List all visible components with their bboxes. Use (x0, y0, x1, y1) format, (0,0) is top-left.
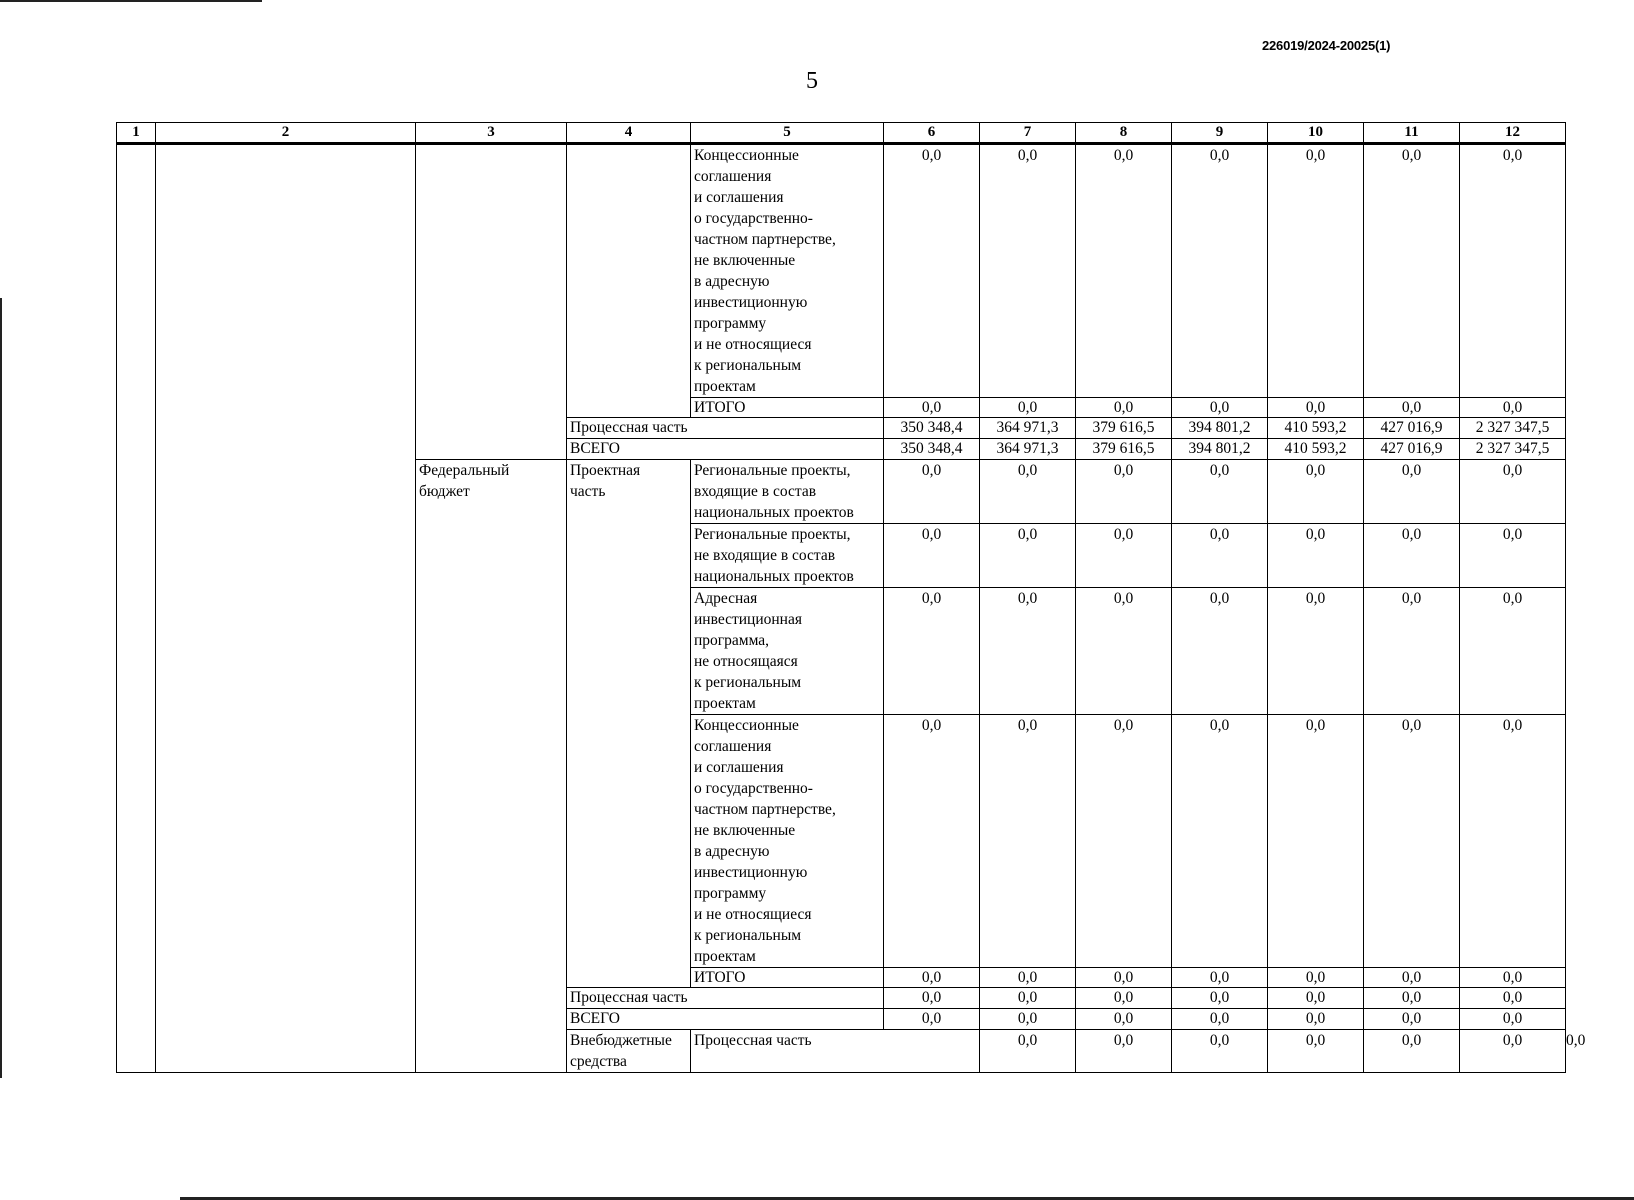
value-cell: 0,0 (884, 398, 980, 418)
value-cell: 0,0 (980, 1009, 1076, 1030)
itogo-label: ИТОГО (691, 968, 884, 988)
value-cell: 0,0 (1172, 588, 1268, 715)
value-cell: 0,0 (1364, 524, 1460, 588)
value-cell: 0,0 (1460, 460, 1566, 524)
value-cell: 427 016,9 (1364, 418, 1460, 439)
value-cell: 0,0 (980, 144, 1076, 398)
value-cell: 0,0 (884, 1009, 980, 1030)
column-header: 12 (1460, 123, 1566, 144)
value-cell: 379 616,5 (1076, 418, 1172, 439)
value-cell: 0,0 (1076, 588, 1172, 715)
value-cell: 0,0 (1172, 1030, 1268, 1073)
value-cell: 0,0 (1460, 588, 1566, 715)
value-cell: 0,0 (1364, 1009, 1460, 1030)
value-cell: 410 593,2 (1268, 439, 1364, 460)
value-cell: 0,0 (1172, 988, 1268, 1009)
scan-edge-left (0, 298, 2, 1078)
funding-source-federal: Федеральный бюджет (416, 460, 567, 1073)
column-header: 3 (416, 123, 567, 144)
column-header: 1 (117, 123, 156, 144)
project-part-label: Проектная часть (567, 460, 691, 988)
value-cell: 379 616,5 (1076, 439, 1172, 460)
itogo-label: ИТОГО (691, 398, 884, 418)
value-cell: 0,0 (1460, 968, 1566, 988)
value-cell: 0,0 (884, 460, 980, 524)
value-cell: 0,0 (1268, 1030, 1364, 1073)
value-cell: 0,0 (980, 988, 1076, 1009)
value-cell: 0,0 (1268, 398, 1364, 418)
value-cell: 0,0 (1268, 715, 1364, 968)
value-cell: 0,0 (1172, 144, 1268, 398)
value-cell: 0,0 (1076, 524, 1172, 588)
table-row (117, 144, 1566, 398)
value-cell: 0,0 (1460, 715, 1566, 968)
regional-projects-national: Региональные проекты, входящие в состав национальных проектов (691, 460, 884, 524)
address-investment-program: Адресная инвестиционная программа, не относящаяся к региональным проектам (691, 588, 884, 715)
total-label: ВСЕГО (567, 1009, 884, 1030)
value-cell: 394 801,2 (1172, 418, 1268, 439)
value-cell: 0,0 (1460, 398, 1566, 418)
budget-table (116, 122, 1586, 1073)
table-row: Внебюджетные средства Процессная часть 0,0 0,0 0,0 0,0 0,0 0,0 0,0 (117, 1030, 1566, 1073)
value-cell: 350 348,4 (884, 418, 980, 439)
concession-label: Концессионные соглашения и соглашения о государственно- частном партнерстве, не включенные в адресную инвестиционную программу и не относящиеся к региональным проектам (691, 715, 884, 968)
value-cell: 0,0 (1076, 988, 1172, 1009)
value-cell: 2 327 347,5 (1460, 418, 1566, 439)
scan-edge-top (0, 0, 262, 2)
column-header: 10 (1268, 123, 1364, 144)
funding-source-cell (416, 144, 567, 460)
value-cell: 0,0 (884, 144, 980, 398)
column-header: 2 (156, 123, 416, 144)
process-part-label: Процессная часть (691, 1030, 980, 1073)
value-cell: 0,0 (1460, 1009, 1566, 1030)
value-cell: 0,0 (1364, 398, 1460, 418)
column-header: 9 (1172, 123, 1268, 144)
process-part-label: Процессная часть (567, 418, 884, 439)
value-cell: 0,0 (1268, 460, 1364, 524)
total-label: ВСЕГО (567, 439, 884, 460)
value-cell: 0,0 (1172, 398, 1268, 418)
value-cell: 0,0 (1364, 460, 1460, 524)
value-cell: 0,0 (1268, 144, 1364, 398)
value-cell: 0,0 (1172, 715, 1268, 968)
value-cell: 0,0 (1172, 460, 1268, 524)
value-cell: 0,0 (1364, 715, 1460, 968)
value-cell: 0,0 (980, 460, 1076, 524)
value-cell: 410 593,2 (1268, 418, 1364, 439)
value-cell: 0,0 (1172, 968, 1268, 988)
value-cell: 394 801,2 (1172, 439, 1268, 460)
row-number-cell (117, 144, 156, 1073)
value-cell: 0,0 (980, 524, 1076, 588)
value-cell: 0,0 (884, 588, 980, 715)
value-cell: 0,0 (1364, 1030, 1460, 1073)
program-name-cell (156, 144, 416, 1073)
value-cell: 0,0 (884, 988, 980, 1009)
column-number-row (117, 123, 1566, 144)
column-header: 6 (884, 123, 980, 144)
value-cell: 0,0 (1460, 988, 1566, 1009)
value-cell: 0,0 (1076, 460, 1172, 524)
value-cell: 0,0 (1076, 1009, 1172, 1030)
value-cell: 0,0 (1268, 588, 1364, 715)
value-cell: 0,0 (1172, 1009, 1268, 1030)
process-part-label: Процессная часть (567, 988, 884, 1009)
value-cell: 0,0 (1076, 144, 1172, 398)
value-cell: 0,0 (1268, 524, 1364, 588)
page-number: 5 (806, 68, 818, 94)
value-cell: 0,0 (1460, 144, 1566, 398)
concession-label: Концессионные соглашения и соглашения о государственно- частном партнерстве, не включенные в адресную инвестиционную программу и не относящиеся к региональным проектам (691, 144, 884, 398)
value-cell: 0,0 (1460, 524, 1566, 588)
value-cell: 0,0 (1364, 968, 1460, 988)
value-cell: 364 971,3 (980, 439, 1076, 460)
value-cell: 0,0 (1268, 1009, 1364, 1030)
column-header: 5 (691, 123, 884, 144)
value-cell: 0,0 (1268, 968, 1364, 988)
regional-projects-other: Региональные проекты, не входящие в состав национальных проектов (691, 524, 884, 588)
value-cell: 427 016,9 (1364, 439, 1460, 460)
value-cell: 0,0 (1076, 1030, 1172, 1073)
part-type-cell (567, 144, 691, 418)
value-cell: 0,0 (884, 524, 980, 588)
value-cell: 0,0 (1076, 715, 1172, 968)
value-cell: 0,0 (980, 968, 1076, 988)
value-cell: 0,0 (1172, 524, 1268, 588)
value-cell: 0,0 (980, 1030, 1076, 1073)
funding-source-extrabudgetary: Внебюджетные средства (567, 1030, 691, 1073)
value-cell: 0,0 (980, 715, 1076, 968)
column-header: 11 (1364, 123, 1460, 144)
value-cell: 364 971,3 (980, 418, 1076, 439)
value-cell: 0,0 (884, 715, 980, 968)
value-cell: 0,0 (1076, 398, 1172, 418)
value-cell: 0,0 (884, 968, 980, 988)
value-cell: 0,0 (1460, 1030, 1566, 1073)
value-cell: 0,0 (1364, 588, 1460, 715)
column-header: 7 (980, 123, 1076, 144)
value-cell: 350 348,4 (884, 439, 980, 460)
value-cell: 0,0 (1364, 988, 1460, 1009)
value-cell: 0,0 (980, 398, 1076, 418)
value-cell: 2 327 347,5 (1460, 439, 1566, 460)
column-header: 4 (567, 123, 691, 144)
value-cell: 0,0 (980, 588, 1076, 715)
column-header: 8 (1076, 123, 1172, 144)
value-cell: 0,0 (1364, 144, 1460, 398)
value-cell: 0,0 (1268, 988, 1364, 1009)
document-id: 226019/2024-20025(1) (1262, 38, 1391, 53)
value-cell: 0,0 (1076, 968, 1172, 988)
